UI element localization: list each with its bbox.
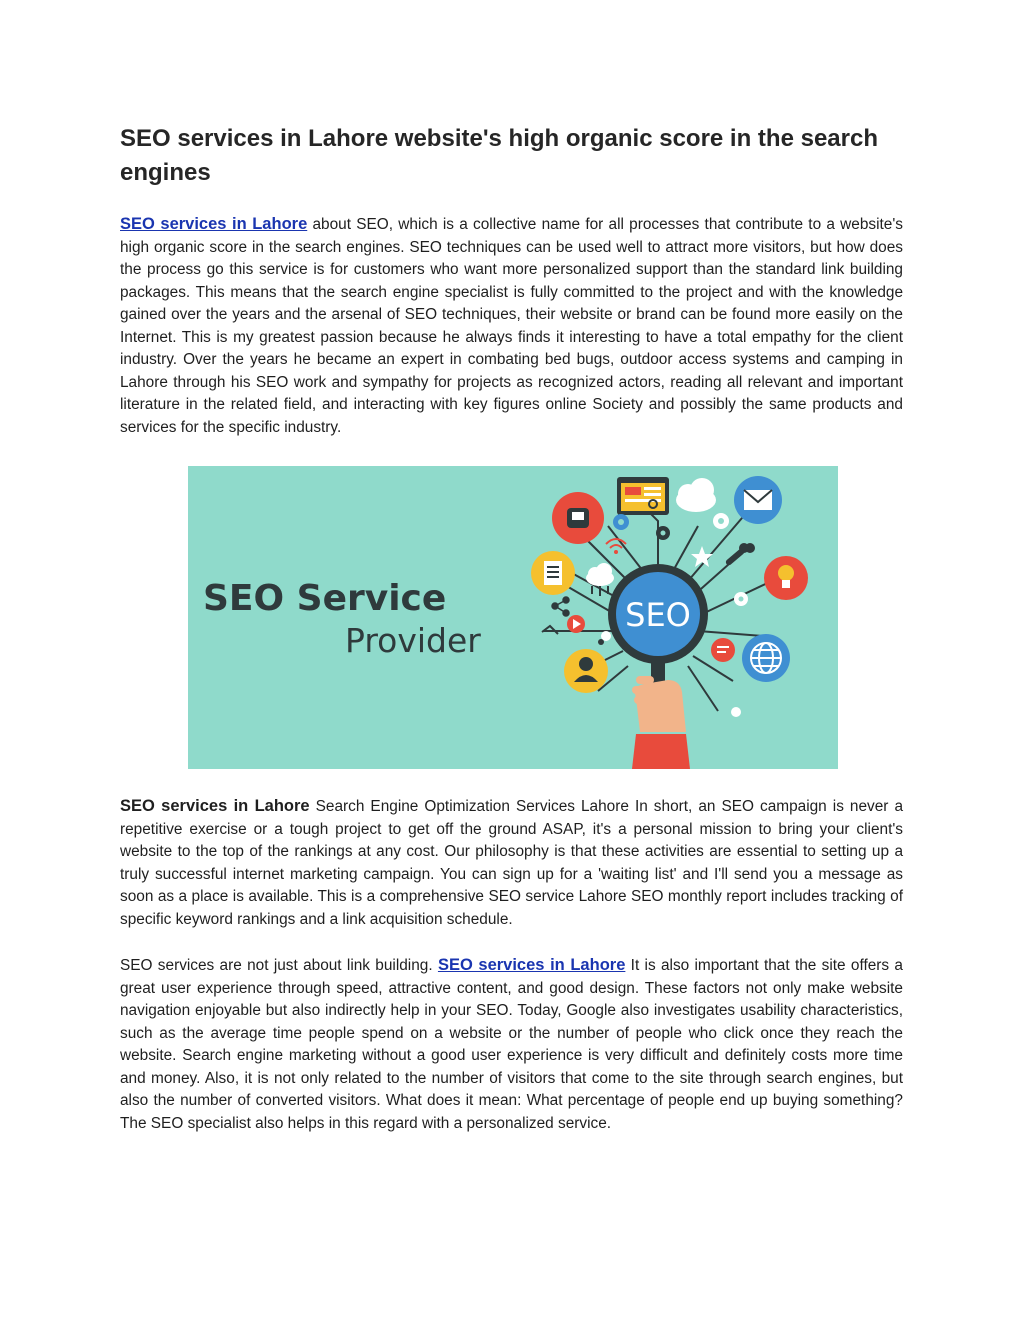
user-avatar-icon: [564, 649, 608, 693]
lightbulb-icon: [764, 556, 808, 600]
cloud-network-icon: [586, 563, 614, 596]
seo-illustration: [188, 466, 838, 769]
chat-bubble-icon: [711, 638, 735, 662]
paragraph-campaign-lead: SEO services in Lahore: [120, 797, 310, 815]
paragraph-user-experience: [120, 954, 903, 1135]
share-icon: [552, 597, 569, 616]
paragraph-campaign-text: Search Engine Optimization Services Lahore In short, an SEO campaign is never a repetitive exercise or a tough project to get off the ground ASAP, it's a personal mission to bring your client's website to the top of the rankings at any cost. Our philosophy is that these activities are essential to setting up a truly successful internet marketing campaign. You can sign up for a 'waiting list' and I'll send you a message as soon as a place is available. This is a comprehensive SEO service Lahore SEO monthly report includes tracking of specific keyword rankings and a link acquisition schedule.: [120, 798, 904, 928]
hand-icon: [632, 676, 690, 769]
paragraph-intro: [120, 213, 903, 439]
browser-window-icon: [617, 477, 669, 515]
figure-title-line1: SEO Service: [203, 578, 447, 619]
mail-icon: [734, 476, 782, 524]
lens-text: SEO: [625, 596, 691, 634]
seo-services-link-2[interactable]: SEO services in Lahore: [437, 956, 626, 974]
paragraph-intro-text: about SEO, which is a collective name for all processes that contribute to a website's high organic score in the search engines. SEO techniques can be used well to attract more visitors, but how does the process go this service is for customers who want more personalized support than the standard link building packages. This means that the search engine specialist is fully committed to the project and with the knowledge gained over the years and the arsenal of SEO techniques, their website or brand can be found more easily on the Internet. This is my greatest passion because he always finds it interesting to have a total empathy for the client industry. Over the years he became an expert in combating bed bugs, outdoor access systems and camping in Lahore through his SEO work and sympathy for projects as recognized actors, reading all relevant and important literature in the related field, and interacting with key figures online Society and possibly the same products and services for the specific industry.: [120, 216, 903, 436]
cloud-icon: [676, 478, 716, 512]
seo-services-link-1[interactable]: SEO services in Lahore: [120, 215, 308, 233]
globe-icon: [742, 634, 790, 682]
page-title: SEO services in Lahore website's high organic score in the search engines: [120, 125, 878, 186]
paragraph-ux-text-after: It is also important that the site offers a great user experience through speed, attractive content, and good design. These factors not only make website navigation enjoyable but also indirectly help in your SEO. Today, Google also investigates usability characteristics, such as the average time people spend on a website or the number of people who click once they reach the website. Search engine marketing without a good user experience is very difficult and definitely costs more time and money. Also, it is not only related to the number of visitors that come to the site through search engines, but also the number of converted visitors. What does it mean: What percentage of people end up buying something? The SEO specialist also helps in this regard with a personalized service.: [120, 957, 903, 1132]
wrench-icon: [725, 543, 749, 566]
paragraph-campaign: [120, 795, 903, 931]
phone-icon: [552, 492, 604, 544]
document-icon: [531, 551, 575, 595]
document-page: [120, 122, 903, 1135]
figure-title-line2: Provider: [345, 621, 481, 660]
paragraph-ux-text-before: SEO services are not just about link building.: [120, 957, 438, 974]
seo-service-provider-image: [188, 466, 838, 769]
play-icon: [567, 615, 585, 633]
